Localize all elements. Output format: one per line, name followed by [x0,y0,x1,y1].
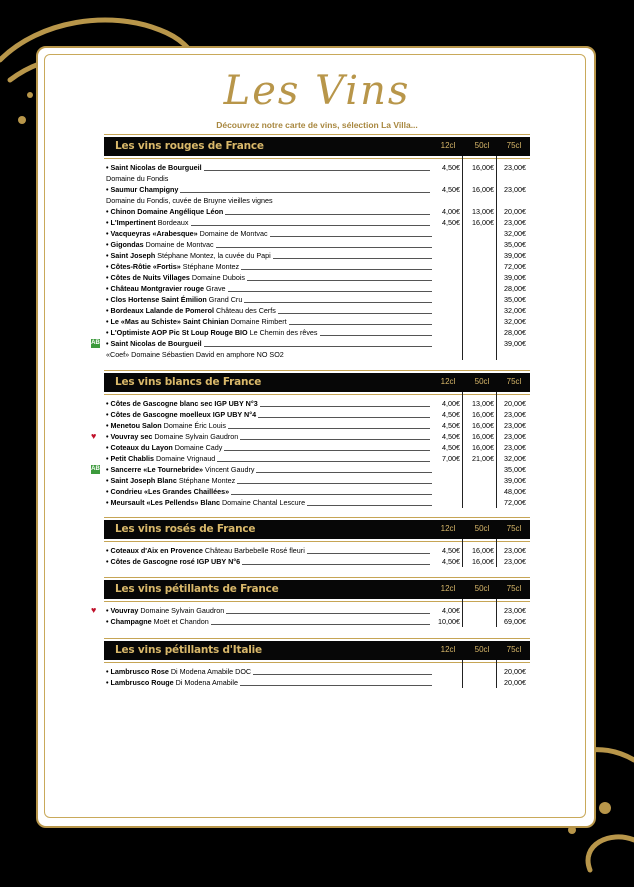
wine-name [106,316,287,327]
price-75cl: 23,00€ [504,218,526,227]
price-12cl: 4,50€ [442,163,460,172]
price-75cl: 23,00€ [504,443,526,452]
column-header: 12cl [440,141,456,150]
wine-name [106,305,276,316]
leader-line [217,461,430,462]
leader-line [253,674,432,675]
price-75cl: 23,00€ [504,606,526,615]
price-50cl: 21,00€ [472,454,494,463]
wine-name-bold: • Menetou Salon [106,421,162,430]
wine-row [104,398,530,409]
section-title: Les vins pétillants de France [115,583,279,595]
wine-name-bold: • Sancerre «Le Tournebride» [106,465,204,474]
wine-producer: Vincent Gaudry [203,465,255,474]
leader-line [216,247,432,248]
wine-name [106,431,238,442]
section-title: Les vins rosés de France [115,523,256,535]
wine-name-bold: • Coteaux d'Aix en Provence [106,546,203,555]
section-title: Les vins blancs de France [115,376,262,388]
leader-line [289,324,432,325]
price-12cl: 4,00€ [442,606,460,615]
price-12cl: 4,50€ [442,557,460,566]
wine-producer: Domaine Sylvain Gaudron [138,606,225,615]
wine-name [106,261,239,272]
wine-row [91,338,530,349]
wine-name-bold: • Côtes de Nuits Villages [106,273,190,282]
wine-name [106,677,238,688]
price-12cl: 4,50€ [442,218,460,227]
wine-section [91,373,530,508]
wine-name [106,217,189,228]
leader-line [231,494,432,495]
wine-row [104,173,530,184]
wine-name [106,228,268,239]
column-header: 75cl [506,645,522,654]
price-75cl: 32,00€ [504,229,526,238]
wine-name [106,605,224,616]
wine-rows [91,605,530,627]
wine-row [104,545,530,556]
section-title: Les vins pétillants d'Italie [115,644,262,656]
wine-row [104,442,530,453]
wine-producer: Domaine Vrignaud [154,454,216,463]
wine-name [106,206,223,217]
wine-name-bold: • Champagne [106,617,152,626]
leader-line [320,335,432,336]
price-12cl: 10,00€ [438,617,460,626]
wine-name [106,409,256,420]
price-75cl: 20,00€ [504,207,526,216]
wine-name [106,666,251,677]
section-header [104,373,530,392]
wine-producer: Domaine du Fondis [106,174,169,183]
wine-rows [91,162,530,360]
leader-line [278,313,432,314]
wine-row [104,294,530,305]
wine-row [104,616,530,627]
wine-name-bold: • Vacqueyras «Arabesque» [106,229,198,238]
column-header: 75cl [506,524,522,533]
column-header: 12cl [440,584,456,593]
wine-row [104,162,530,173]
wine-producer: Le Chemin des rêves [247,328,318,337]
wine-producer: Domaine de Montvac [197,229,268,238]
price-75cl: 72,00€ [504,262,526,271]
wine-row [104,250,530,261]
wine-name-bold: • Lambrusco Rose [106,667,169,676]
wine-producer: Domaine Sylvain Gaudron [152,432,239,441]
section-header [104,137,530,156]
price-75cl: 35,00€ [504,240,526,249]
wine-producer: Di Modena Amabile DOC [168,667,252,676]
wine-rows [104,666,530,688]
wine-section [91,137,530,360]
price-50cl: 16,00€ [472,546,494,555]
wine-name-bold: • Saint Nicolas de Bourgueil [106,339,202,348]
wine-section [91,580,530,627]
column-header: 50cl [474,377,490,386]
leader-line [260,406,430,407]
organic-label-icon: AB [91,466,100,472]
price-75cl: 35,00€ [504,295,526,304]
heart-icon: ♥ [91,605,97,615]
wine-row [91,605,530,616]
price-75cl: 20,00€ [504,399,526,408]
wine-producer: Château Barbebelle Rosé fleuri [202,546,305,555]
wine-name-bold: • Côtes de Gascogne rosé IGP UBY N°6 [106,557,241,566]
column-header: 50cl [474,524,490,533]
wine-row [104,677,530,688]
wine-name [106,327,318,338]
leader-line [211,624,430,625]
section-header [104,520,530,539]
price-75cl: 72,00€ [504,498,526,507]
wine-producer: Domaine Chantal Lescure [219,498,306,507]
wine-name [106,195,273,206]
price-50cl: 16,00€ [472,163,494,172]
wine-row [104,283,530,294]
price-75cl: 35,00€ [504,465,526,474]
wine-row [91,431,530,442]
wine-name-bold: • Lambrusco Rouge [106,678,174,687]
wine-name-bold: • Le «Mas au Schiste» Saint Chinian [106,317,229,326]
price-75cl: 23,00€ [504,421,526,430]
wine-name [106,184,178,195]
section-header [104,641,530,660]
column-header: 75cl [506,584,522,593]
page-title: Les Vins [223,68,411,114]
price-75cl: 20,00€ [504,667,526,676]
price-12cl: 4,00€ [442,399,460,408]
price-75cl: 48,00€ [504,487,526,496]
organic-label-icon: AB [91,340,100,346]
price-75cl: 32,00€ [504,454,526,463]
price-50cl: 13,00€ [472,399,494,408]
wine-row [104,327,530,338]
wine-name [106,556,240,567]
wine-name-bold: • L'Optimiste AOP Pic St Loup Rouge BIO [106,328,248,337]
price-12cl: 4,50€ [442,410,460,419]
wine-name-bold: • Saint Joseph [106,251,156,260]
leader-line [240,439,430,440]
wine-producer: Domaine Éric Louis [161,421,226,430]
wine-name-bold: • Clos Hortense Saint Émilion [106,295,207,304]
wine-row [104,195,530,206]
wine-row [104,316,530,327]
wine-name-bold: • Condrieu «Les Grandes Chaillées» [106,487,230,496]
price-12cl: 4,50€ [442,546,460,555]
leader-line [307,505,432,506]
price-50cl: 16,00€ [472,443,494,452]
wine-name-bold: • Côtes-Rôtie «Fortis» [106,262,181,271]
wine-name [106,294,242,305]
column-header: 50cl [474,141,490,150]
wine-name-bold: • Vouvray [106,606,139,615]
price-75cl: 39,00€ [504,251,526,260]
wine-row [104,206,530,217]
wine-name [106,272,245,283]
wine-name-bold: • Vouvray sec [106,432,153,441]
column-header: 50cl [474,645,490,654]
wine-name [106,173,168,184]
price-75cl: 39,00€ [504,339,526,348]
wine-row [104,272,530,283]
column-header: 50cl [474,584,490,593]
price-75cl: 39,00€ [504,273,526,282]
wine-rows [104,545,530,567]
wine-name [106,486,229,497]
leader-line [191,225,430,226]
wine-name [106,239,214,250]
wine-row [104,420,530,431]
wine-row [104,453,530,464]
price-50cl: 16,00€ [472,410,494,419]
price-50cl: 16,00€ [472,557,494,566]
wine-row [104,305,530,316]
wine-name-bold: • Chinon Domaine Angélique Léon [106,207,224,216]
leader-line [307,553,430,554]
price-50cl: 16,00€ [472,185,494,194]
column-header: 75cl [506,377,522,386]
wine-name-bold: • Meursault «Les Pellends» Blanc [106,498,220,507]
price-75cl: 23,00€ [504,546,526,555]
wine-row [104,497,530,508]
price-75cl: 69,00€ [504,617,526,626]
wine-name [106,475,235,486]
price-12cl: 7,00€ [442,454,460,463]
wine-producer: Stéphane Montez [180,262,240,271]
column-header: 12cl [440,645,456,654]
wine-row [104,239,530,250]
page-subtitle: Découvrez notre carte de vins, sélection La Villa... [216,120,418,130]
wine-name [106,398,258,409]
price-75cl: 23,00€ [504,410,526,419]
price-50cl: 16,00€ [472,218,494,227]
price-75cl: 23,00€ [504,163,526,172]
price-75cl: 28,00€ [504,328,526,337]
wine-name-bold: • Saumur Champigny [106,185,179,194]
leader-line [228,428,430,429]
wine-name [106,616,209,627]
wine-rows [91,398,530,508]
wine-row [104,666,530,677]
price-12cl: 4,50€ [442,432,460,441]
wine-name-bold: • Gigondas [106,240,144,249]
price-12cl: 4,50€ [442,185,460,194]
leader-line [273,258,432,259]
leader-line [256,472,432,473]
column-header: 75cl [506,141,522,150]
leader-line [258,417,430,418]
wine-row [104,349,530,360]
leader-line [224,450,430,451]
leader-line [226,613,430,614]
leader-line [237,483,432,484]
leader-line [244,302,432,303]
wine-name [106,453,215,464]
wine-name [106,464,254,475]
leader-line [270,236,432,237]
heart-icon: ♥ [91,431,97,441]
wine-producer: Domaine Cady [172,443,223,452]
wine-name-bold: • Côtes de Gascogne blanc sec IGP UBY N°3 [106,399,258,408]
price-75cl: 23,00€ [504,432,526,441]
wine-name [106,283,226,294]
wine-name-bold: • Château Montgravier rouge [106,284,204,293]
column-header: 12cl [440,524,456,533]
wine-row [104,409,530,420]
price-75cl: 23,00€ [504,185,526,194]
wine-name [106,162,202,173]
wine-name [106,420,226,431]
wine-producer: Domaine Rimbert [228,317,287,326]
wine-producer: Domaine de Montvac [143,240,214,249]
wine-name-bold: • Saint Nicolas de Bourgueil [106,163,202,172]
price-12cl: 4,50€ [442,443,460,452]
price-12cl: 4,50€ [442,421,460,430]
price-75cl: 39,00€ [504,476,526,485]
wine-row [104,228,530,239]
wine-producer: Grand Cru [206,295,243,304]
wine-row [104,486,530,497]
wine-name [106,338,202,349]
leader-line [240,685,432,686]
wine-producer: Moët et Chandon [151,617,209,626]
price-50cl: 13,00€ [472,207,494,216]
price-75cl: 32,00€ [504,317,526,326]
wine-producer: Di Modena Amabile [173,678,238,687]
wine-producer: Stéphane Montez, la cuvée du Papi [155,251,271,260]
price-75cl: 20,00€ [504,678,526,687]
wine-row [104,556,530,567]
wine-name-bold: • Saint Joseph Blanc [106,476,177,485]
price-75cl: 32,00€ [504,306,526,315]
leader-line [242,564,430,565]
wine-producer: «Coef» Domaine Sébastien David en amphore NO SO2 [106,350,284,359]
wine-section [104,520,530,567]
wine-producer: Domaine Dubois [189,273,246,282]
leader-line [247,280,432,281]
section-header [104,580,530,599]
wine-name [106,497,305,508]
wine-name-bold: • L'Impertinent [106,218,156,227]
wine-producer: Domaine du Fondis, cuvée de Bruyne vieilles vignes [106,196,273,205]
wine-name-bold: • Bordeaux Lalande de Pomerol [106,306,214,315]
wine-producer: Bordeaux [155,218,189,227]
wine-row [104,217,530,228]
price-12cl: 4,00€ [442,207,460,216]
price-75cl: 23,00€ [504,557,526,566]
wine-section [104,641,530,688]
wine-name [106,250,271,261]
leader-line [204,346,432,347]
leader-line [180,192,430,193]
price-75cl: 28,00€ [504,284,526,293]
wine-name-bold: • Petit Chablis [106,454,155,463]
wine-name-bold: • Côtes de Gascogne moelleux IGP UBY N°4 [106,410,257,419]
wine-row [91,464,530,475]
wine-producer: Grave [203,284,226,293]
wine-row [104,261,530,272]
leader-line [228,291,432,292]
wine-producer: Château des Cerfs [213,306,276,315]
price-50cl: 16,00€ [472,432,494,441]
leader-line [241,269,432,270]
price-50cl: 16,00€ [472,421,494,430]
section-title: Les vins rouges de France [115,140,264,152]
column-header: 12cl [440,377,456,386]
wine-name [106,545,305,556]
wine-row [104,184,530,195]
wine-name [106,442,222,453]
wine-producer: Stéphane Montez [176,476,236,485]
wine-name [106,349,284,360]
leader-line [225,214,430,215]
wine-row [104,475,530,486]
leader-line [204,170,430,171]
wine-name-bold: • Coteaux du Layon [106,443,173,452]
